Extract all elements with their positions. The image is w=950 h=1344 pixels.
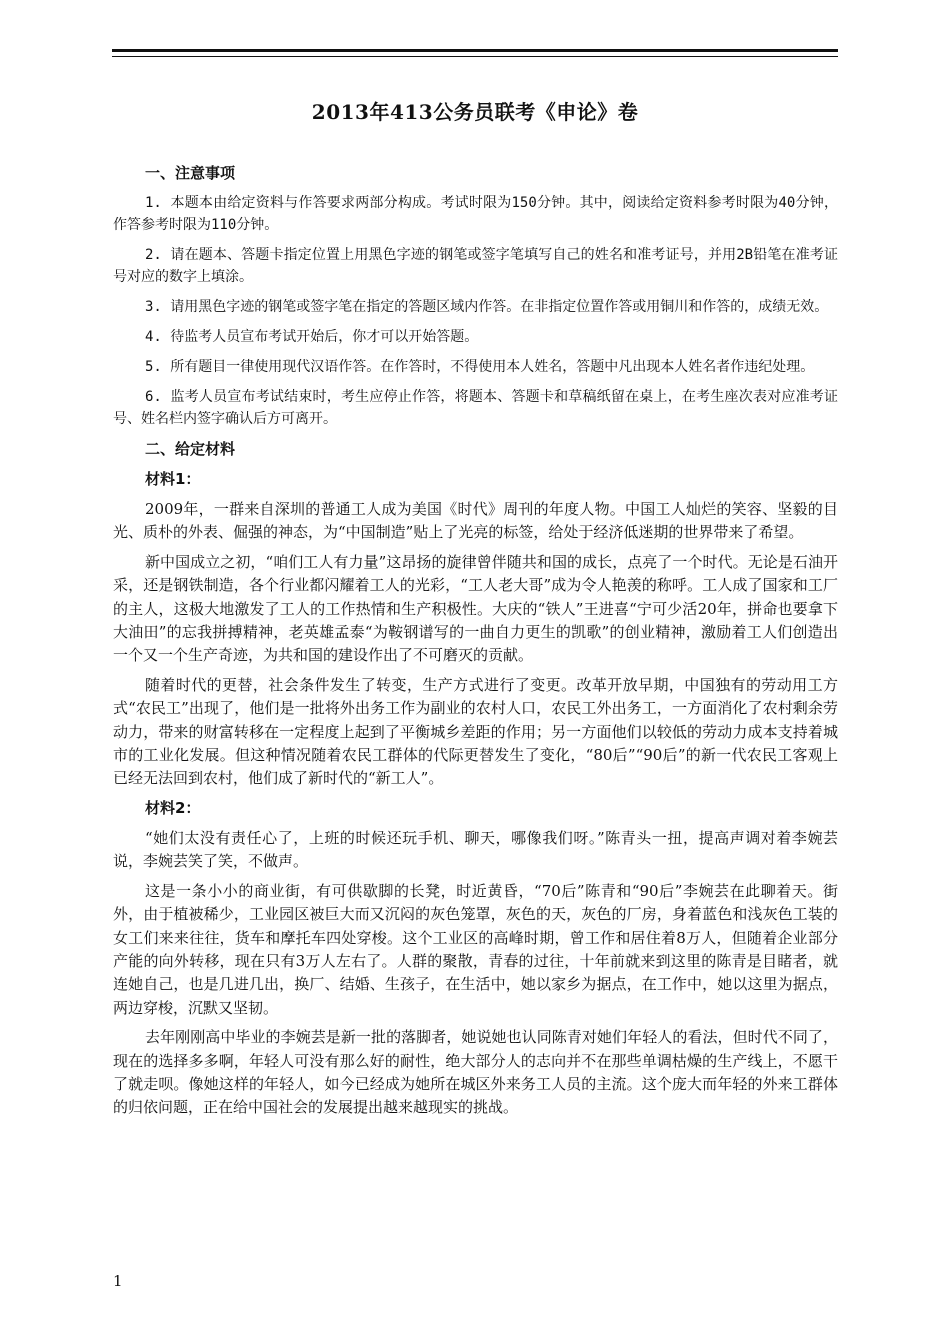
note-item: 3. 请用黑色字迹的钢笔或签字笔在指定的答题区域内作答。在非指定位置作答或用铜川和作答的，成绩无效。 [145, 299, 829, 315]
document-body [113, 156, 838, 1126]
note-item: 2. 请在题本、答题卡指定位置上用黑色字迹的钢笔或签字笔填写自己的姓名和准考证号，并用2B铅笔在准考证号对应的数字上填涂。 [113, 247, 838, 285]
note-item: 1. 本题本由给定资料与作答要求两部分构成。考试时限为150分钟。其中，阅读给定资料参考时限为40分钟，作答参考时限为110分钟。 [113, 195, 838, 233]
header-rule-thick [112, 49, 838, 52]
header-rule-thin [112, 56, 838, 57]
section-heading-materials: 二、给定材料 [145, 440, 236, 458]
material-paragraph: 随着时代的更替，社会条件发生了转变，生产方式进行了变更。改革开放早期，中国独有的劳动用工方式“农民工”出现了，他们是一批将外出务工作为副业的农村人口，农民工外出务工，一方面消化了农村剩余劳动力，带来的财富转移在一定程度上起到了平衡城乡差距的作用；另一方面他们以较低的劳动力成本支持着城市的工业化发展。但这种情况随着农民工群体的代际更替发生了变化，“80后”“90后”的新一代农民工客观上已经无法回到农村，他们成了新时代的“新工人”。 [113, 675, 838, 788]
document-title: 2013年413公务员联考《申论》卷 [311, 100, 639, 124]
note-item: 5. 所有题目一律使用现代汉语作答。在作答时，不得使用本人姓名，答题中凡出现本人姓名者作违纪处理。 [145, 359, 815, 375]
material-label: 材料1： [145, 470, 201, 488]
material-paragraph: 2009年，一群来自深圳的普通工人成为美国《时代》周刊的年度人物。中国工人灿烂的笑容、坚毅的目光、质朴的外表、倔强的神态，为“中国制造”贴上了光亮的标签，给处于经济低迷期的世界带来了希望。 [113, 500, 838, 542]
section-heading-notes: 一、注意事项 [145, 164, 236, 182]
material-paragraph: 去年刚刚高中毕业的李婉芸是新一批的落脚者，她说她也认同陈青对她们年轻人的看法，但时代不同了，现在的选择多多啊，年轻人可没有那么好的耐性，绝大部分人的志向并不在那些单调枯燥的生产线上，不愿干了就走呗。像她这样的年轻人，如今已经成为她所在城区外来务工人员的主流。这个庞大而年轻的外来工群体的归依问题，正在给中国社会的发展提出越来越现实的挑战。 [113, 1028, 838, 1117]
material-paragraph: 新中国成立之初，“咱们工人有力量”这昂扬的旋律曾伴随共和国的成长，点亮了一个时代。无论是石油开采，还是钢铁制造，各个行业都闪耀着工人的光彩，“工人老大哥”成为令人艳羡的称呼。工人成了国家和工厂的主人，这极大地激发了工人的工作热情和生产积极性。大庆的“铁人”王进喜“宁可少活20年，拼命也要拿下大油田”的忘我拼搏精神，老英雄孟泰“为鞍钢谱写的一曲自力更生的凯歌”的创业精神，激励着工人们创造出一个又一个生产奇迹，为共和国的建设作出了不可磨灭的贡献。 [113, 552, 838, 665]
material-paragraph: 这是一条小小的商业街，有可供歇脚的长凳，时近黄昏，“70后”陈青和“90后”李婉芸在此聊着天。街外，由于植被稀少，工业园区被巨大而又沉闷的灰色笼罩，灰色的天，灰色的厂房，身着蓝色和浅灰色工装的女工们来来往往，货车和摩托车四处穿梭。这个工业区的高峰时期，曾工作和居住着8万人，但随着企业部分产能的向外转移，现在只有3万人左右了。人群的聚散，青春的过往，十年前就来到这里的陈青是目睹者，就连她自己，也是几进几出，换厂、结婚、生孩子，在生活中，她以家乡为据点，在工作中，她以这里为据点，两边穿梭，沉默又坚韧。 [113, 881, 838, 1017]
material-paragraph: “她们太没有责任心了，上班的时候还玩手机、聊天，哪像我们呀。”陈青头一扭，提高声调对着李婉芸说，李婉芸笑了笑，不做声。 [113, 828, 838, 871]
note-item: 4. 待监考人员宣布考试开始后，你才可以开始答题。 [145, 329, 479, 345]
material-label: 材料2： [145, 798, 201, 817]
note-item: 6. 监考人员宣布考试结束时，考生应停止作答，将题本、答题卡和草稿纸留在桌上，在考生座次表对应准考证号、姓名栏内签字确认后方可离开。 [113, 389, 838, 427]
page-number: 1 [113, 1272, 123, 1290]
